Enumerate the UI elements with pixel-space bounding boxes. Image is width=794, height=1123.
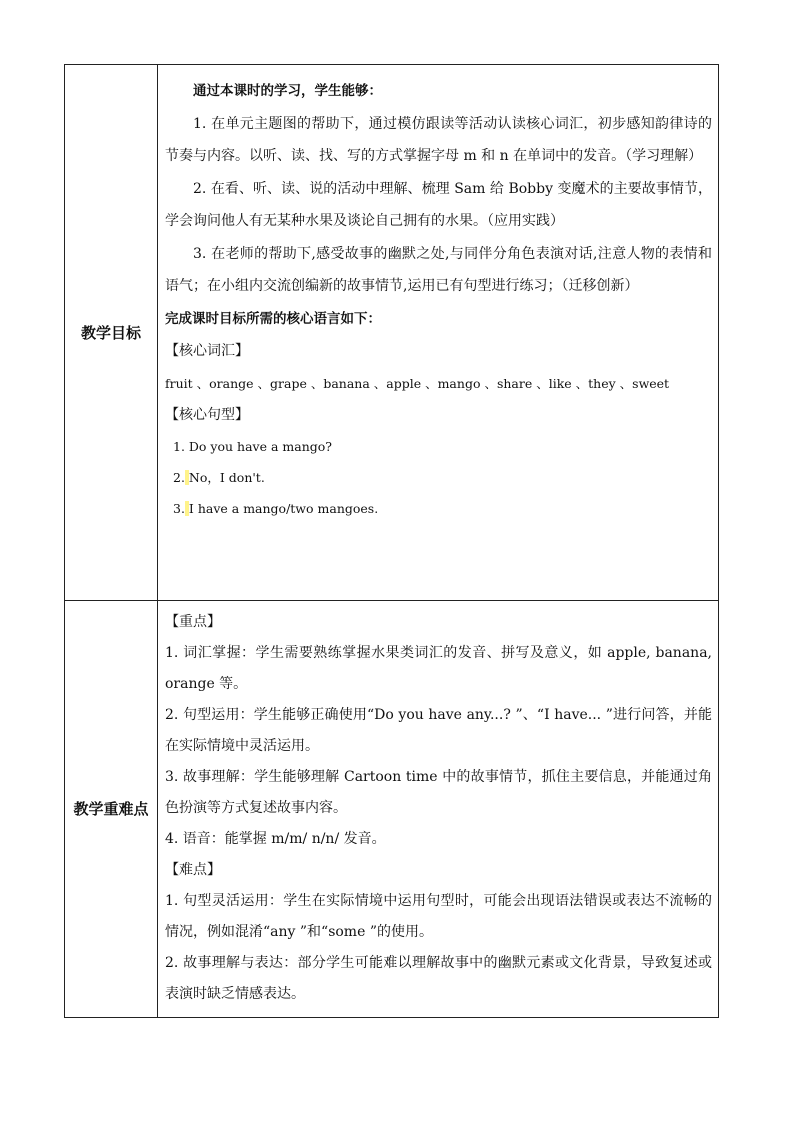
sentence-3-number: 3.	[173, 501, 185, 516]
objectives-label: 教学目标	[80, 323, 141, 342]
objectives-label-cell	[65, 65, 158, 601]
objective-item-1: 1. 在单元主题图的帮助下，通过模仿跟读等活动认读核心词汇，初步感知韵律诗的节奏与内容。以听、读、找、写的方式掌握字母 m 和 n 在单词中的发音。（学习理解）	[165, 115, 712, 164]
sentence-2-text: No，I don't.	[188, 470, 265, 485]
sentence-2-number: 2.	[173, 470, 185, 485]
key-points-row	[65, 601, 719, 1018]
objective-item-2: 2. 在看、听、读、说的活动中理解、梳理 Sam 给 Bobby 变魔术的主要故事情节，学会询问他人有无某种水果及谈论自己拥有的水果。（应用实践）	[165, 180, 712, 229]
difficulty-heading: 【难点】	[165, 862, 221, 878]
objectives-row	[65, 65, 719, 601]
core-language-heading: 完成课时目标所需的核心语言如下：	[165, 310, 381, 327]
sentence-1: 1. Do you have a mango?	[173, 439, 332, 454]
sentence-3-text: I have a mango/two mangoes.	[188, 501, 379, 516]
key-points-content	[158, 601, 719, 1018]
objectives-intro: 通过本课时的学习，学生能够：	[193, 83, 382, 99]
objective-item-3: 3. 在老师的帮助下,感受故事的幽默之处,与同伴分角色表演对话,注意人物的表情和语气；在小组内交流创编新的故事情节,运用已有句型进行练习；（迁移创新）	[165, 245, 712, 294]
difficulty-item-2: 2. 故事理解与表达：部分学生可能难以理解故事中的幽默元素或文化背景，导致复述或表演时缺乏情感表达。	[165, 955, 712, 1002]
objectives-content	[158, 65, 719, 601]
focus-item-1: 1. 词汇掌握：学生需要熟练掌握水果类词汇的发音、拼写及意义，如 apple, banana, orange 等。	[165, 645, 712, 692]
vocab-list: fruit 、orange 、grape 、banana 、apple 、mango 、share 、like 、they 、sweet	[165, 375, 670, 391]
lesson-plan-table	[64, 64, 719, 1018]
sentence-2	[165, 462, 712, 493]
difficulty-item-1: 1. 句型灵活运用：学生在实际情境中运用句型时，可能会出现语法错误或表达不流畅的情况，例如混淆“any ”和“some ”的使用。	[165, 893, 712, 940]
focus-item-3: 3. 故事理解：学生能够理解 Cartoon time 中的故事情节，抓住主要信息，并能通过角色扮演等方式复述故事内容。	[165, 769, 712, 816]
vocab-heading: 【核心词汇】	[165, 343, 249, 359]
sentences-heading: 【核心句型】	[165, 406, 249, 423]
sentence-3	[165, 493, 712, 524]
focus-heading: 【重点】	[165, 614, 221, 630]
key-points-label-cell	[65, 601, 158, 1018]
focus-item-2: 2. 句型运用：学生能够正确使用“Do you have any...? ”、“I have... ”进行问答，并能在实际情境中灵活运用。	[165, 707, 712, 754]
key-points-label: 教学重难点	[73, 800, 149, 818]
focus-item-4: 4. 语音：能掌握 m/m/ n/n/ 发音。	[165, 831, 386, 847]
